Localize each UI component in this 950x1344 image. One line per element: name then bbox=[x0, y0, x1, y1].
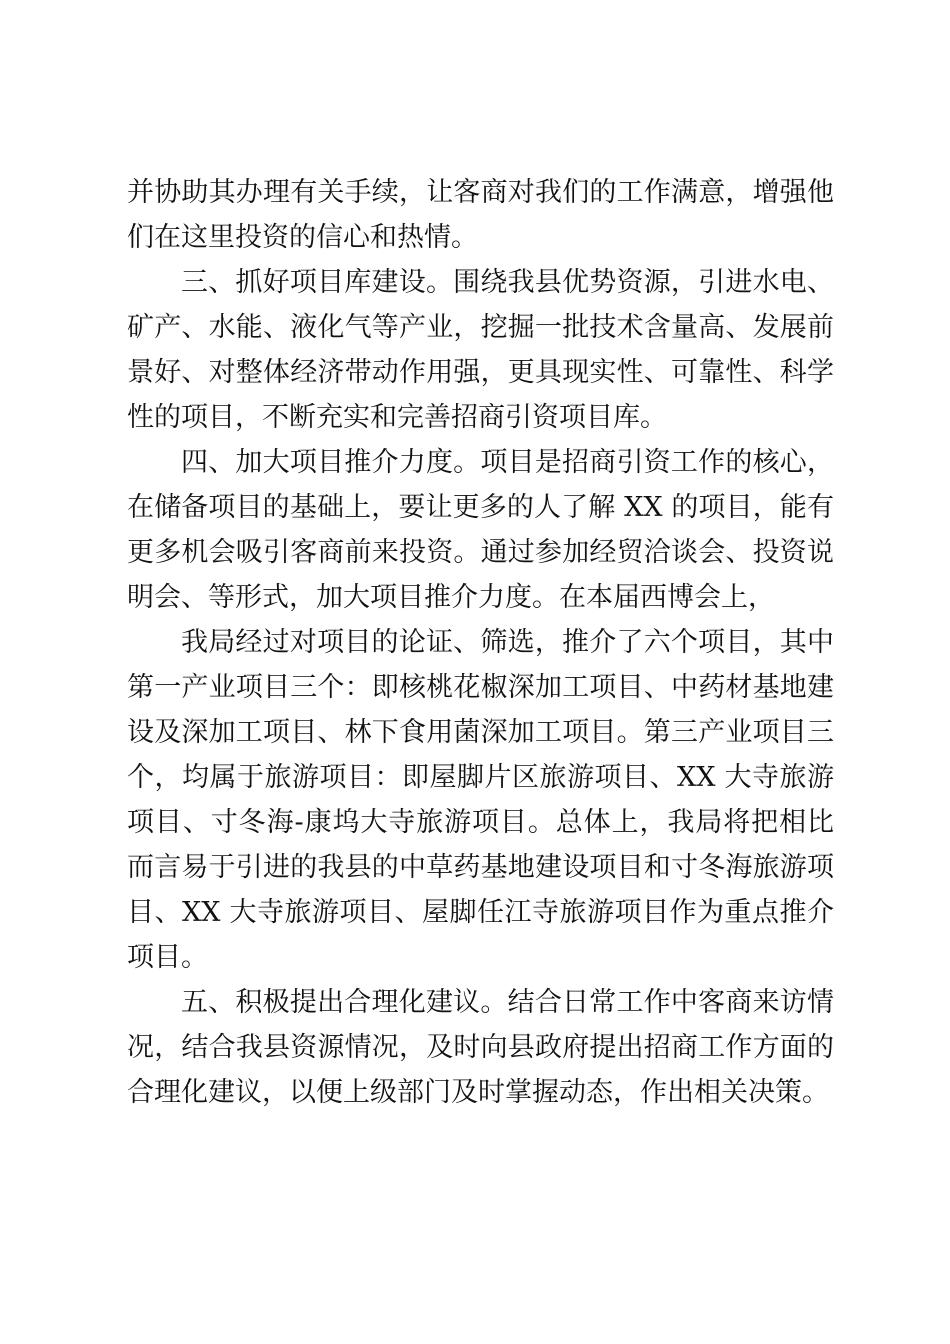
paragraph-selected-projects: 我局经过对项目的论证、筛选，推介了六个项目，其中第一产业项目三个：即核桃花椒深加工项目、中药材基地建设及深加工项目、林下食用菌深加工项目。第三产业项目三个，均属于旅游项目：即屋脚片区旅游项目、XX 大寺旅游项目、寸冬海-康坞大寺旅游项目。总体上，我局将把相比而言易于引进的我县的中草药基地建设项目和寸冬海旅游项目、XX 大寺旅游项目、屋脚任江寺旅游项目作为重点推介项目。 bbox=[127, 627, 834, 973]
paragraph-recommendations: 五、积极提出合理化建议。结合日常工作中客商来访情况，结合我县资源情况，及时向县政府提出招商工作方面的合理化建议，以便上级部门及时掌握动态，作出相关决策。 bbox=[127, 987, 834, 1108]
paragraph-project-promotion: 四、加大项目推介力度。项目是招商引资工作的核心，在储备项目的基础上，要让更多的人了解 XX 的项目，能有更多机会吸引客商前来投资。通过参加经贸洽谈会、投资说明会、等形式，加大项目推介力度。在本届西博会上， bbox=[127, 447, 834, 613]
document-body bbox=[127, 170, 834, 1115]
paragraph-continuation: 并协助其办理有关手续，让客商对我们的工作满意，增强他们在这里投资的信心和热情。 bbox=[127, 177, 834, 253]
paragraph-project-library: 三、抓好项目库建设。围绕我县优势资源，引进水电、矿产、水能、液化气等产业，挖掘一批技术含量高、发展前景好、对整体经济带动作用强，更具现实性、可靠性、科学性的项目，不断充实和完善招商引资项目库。 bbox=[127, 267, 834, 433]
